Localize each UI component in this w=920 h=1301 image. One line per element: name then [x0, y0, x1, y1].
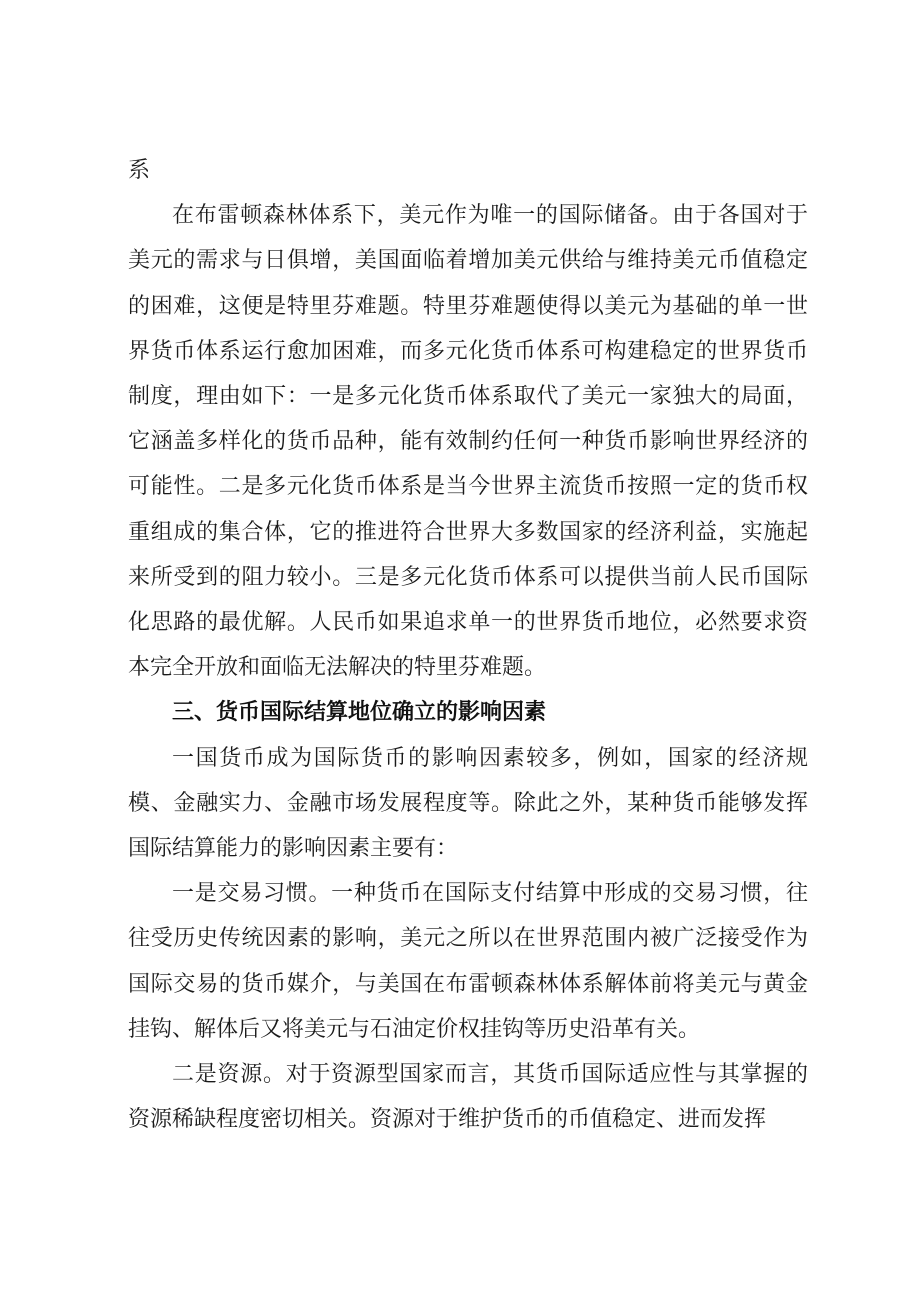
body-paragraph-triffin: 在布雷顿森林体系下，美元作为唯一的国际储备。由于各国对于美元的需求与日俱增，美国面临着增加美元供给与维持美元币值稳定的困难，这便是特里芬难题。特里芬难题使得以美元为基础的单一世界货币体系运行愈加困难，而多元化货币体系可构建稳定的世界货币制度，理由如下：一是多元化货币体系取代了美元一家独大的局面，它涵盖多样化的货币品种，能有效制约任何一种货币影响世界经济的可能性。二是多元化货币体系是当今世界主流货币按照一定的货币权重组成的集合体，它的推进符合世界大多数国家的经济利益，实施起来所受到的阻力较小。三是多元化货币体系可以提供当前人民币国际化思路的最优解。人民币如果追求单一的世界货币地位，必然要求资本完全开放和面临无法解决的特里芬难题。 [128, 203, 808, 681]
body-paragraph-resources: 二是资源。对于资源型国家而言，其货币国际适应性与其掌握的资源稀缺程度密切相关。资源对于维护货币的币值稳定、进而发挥 [128, 1062, 808, 1133]
document-body [128, 148, 808, 1142]
body-paragraph-trade-habit: 一是交易习惯。一种货币在国际支付结算中形成的交易习惯，往往受历史传统因素的影响，美元之所以在世界范围内被广泛接受作为国际交易的货币媒介，与美国在布雷顿森林体系解体前将美元与黄金挂钩、解体后又将美元与石油定价权挂钩等历史沿革有关。 [128, 881, 808, 1042]
section-heading-3: 三、货币国际结算地位确立的影响因素 [172, 700, 547, 726]
body-paragraph-factors-intro: 一国货币成为国际货币的影响因素较多，例如，国家的经济规模、金融实力、金融市场发展程度等。除此之外，某种货币能够发挥国际结算能力的影响因素主要有： [128, 745, 808, 862]
continued-text-line: 系 [128, 158, 151, 183]
